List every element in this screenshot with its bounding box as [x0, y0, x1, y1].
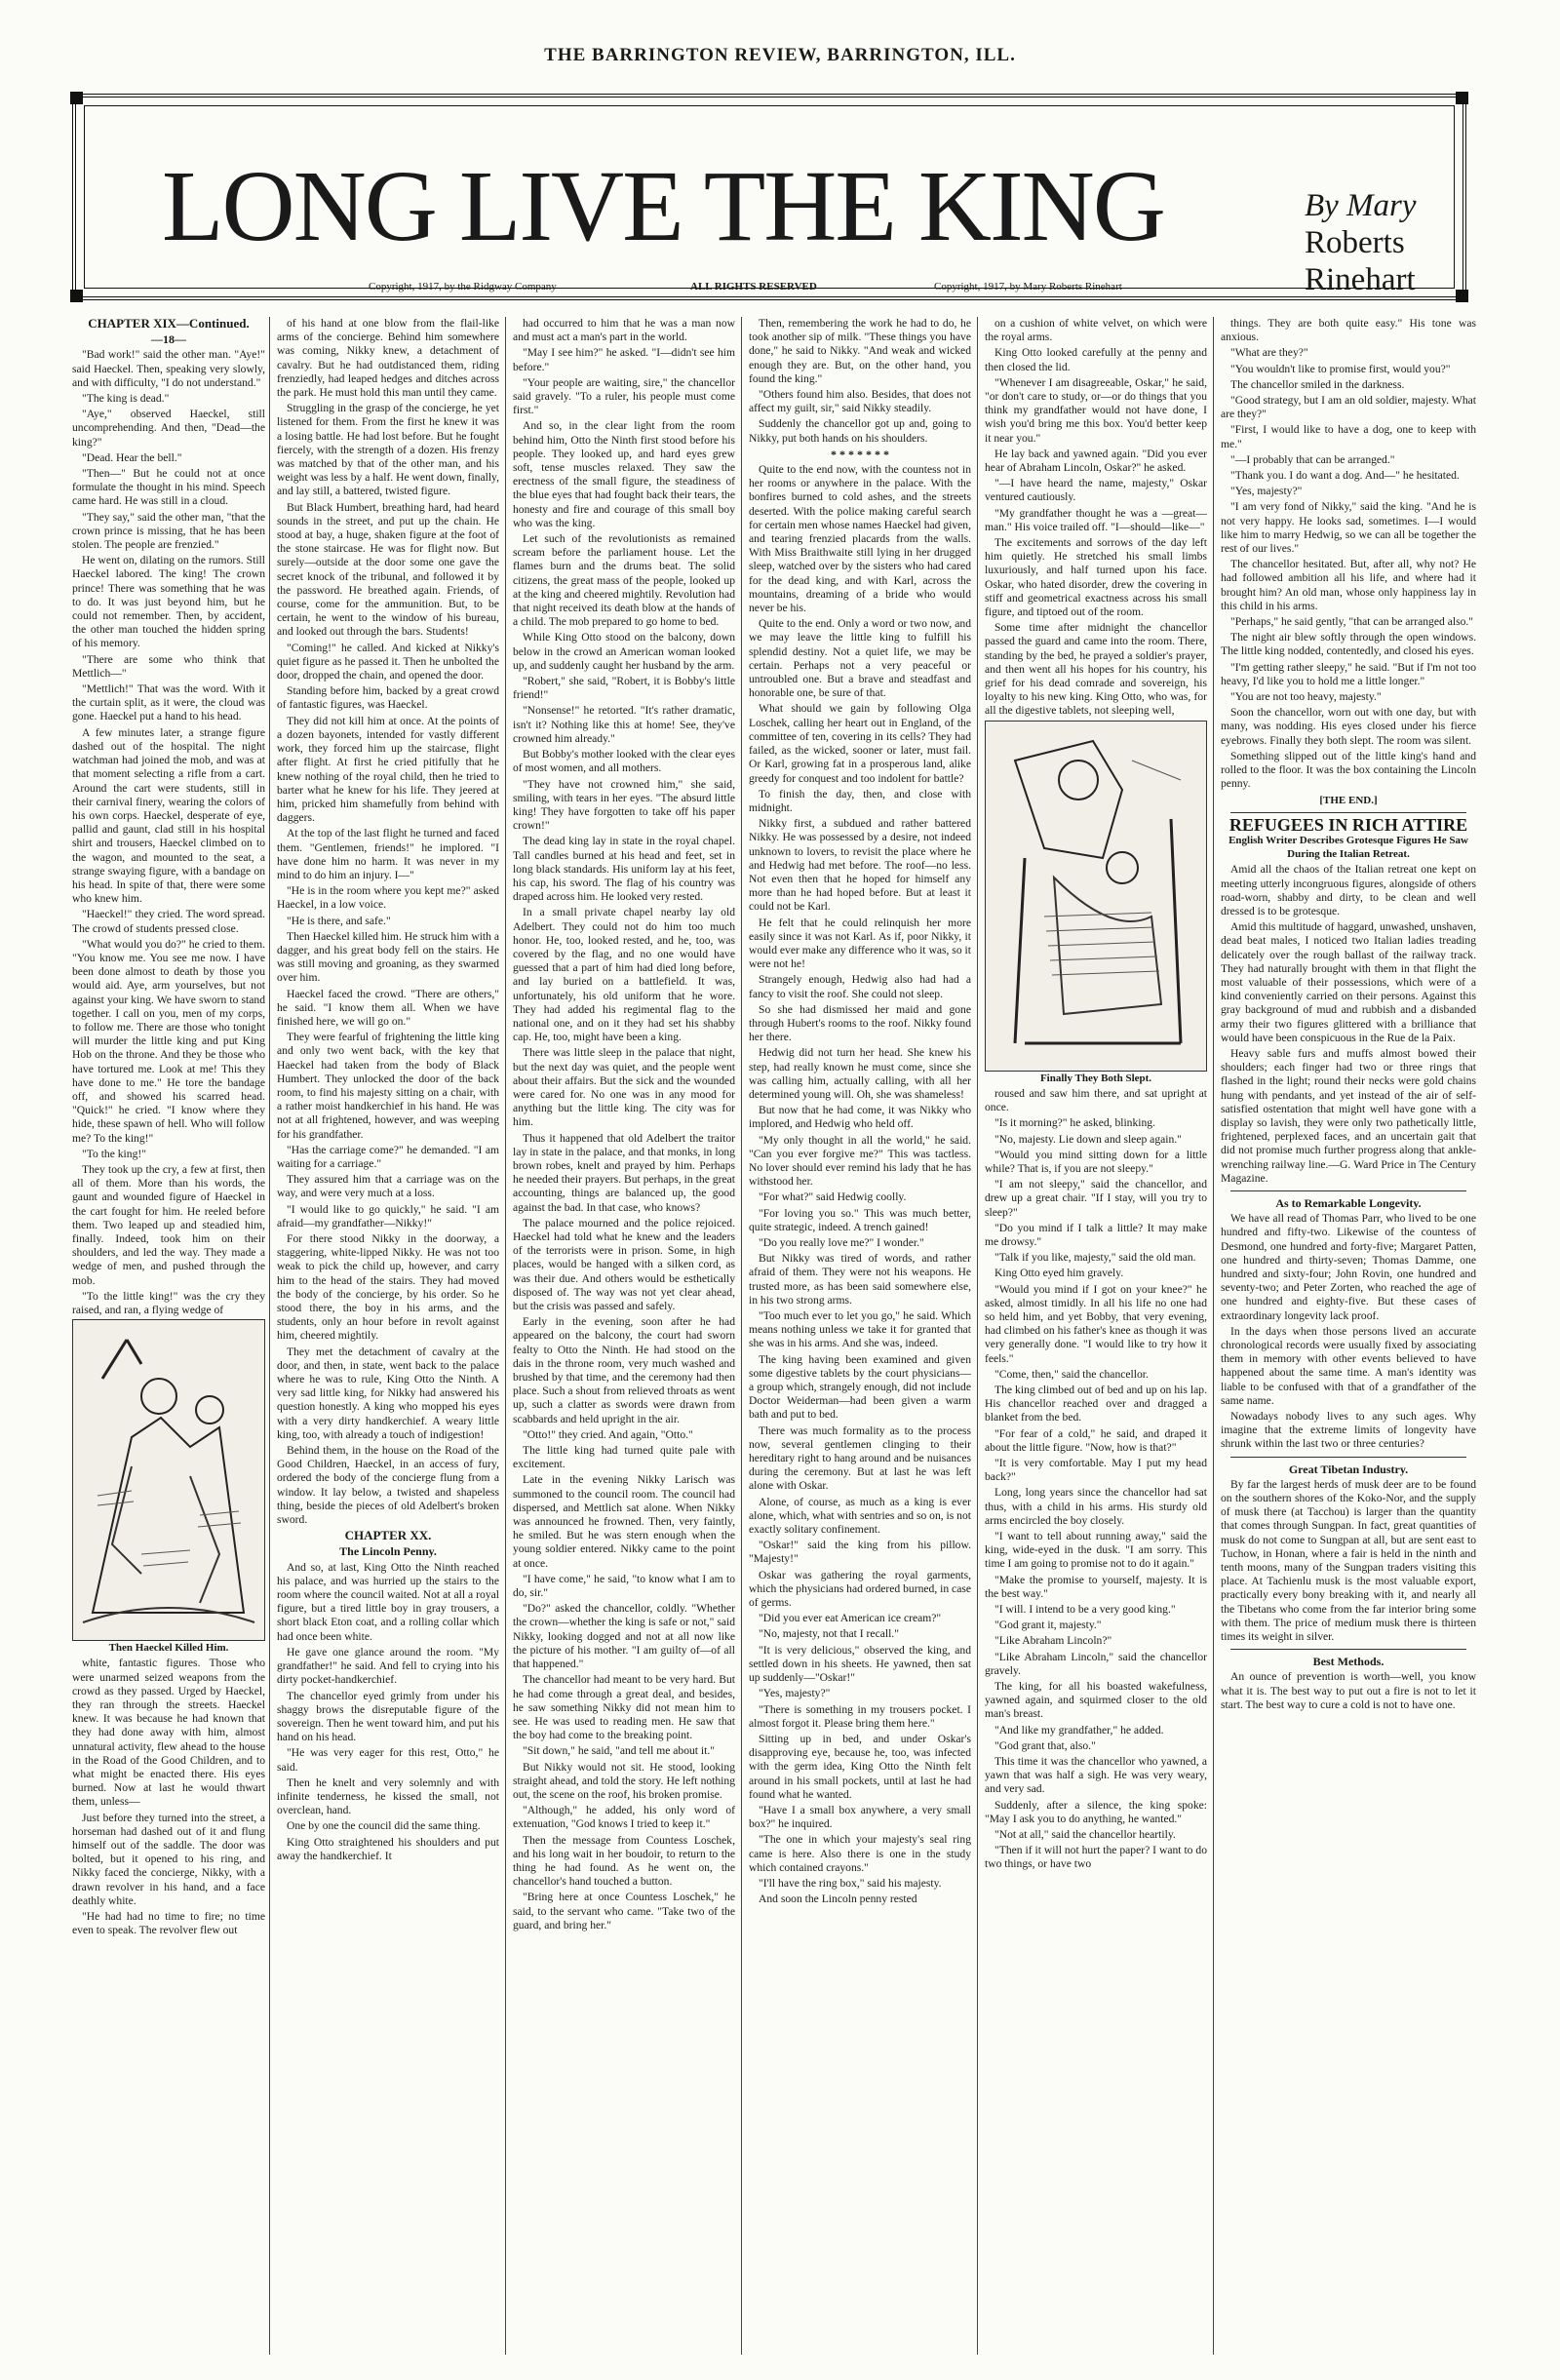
paragraph: Amid all the chaos of the Italian retreat one kept on meeting utterly incongruous figures, alongside of others road-worn, shabby and dirty, to be clean and well dressed is to be grotesque. — [1221, 863, 1476, 917]
paragraph: "I'm getting rather sleepy," he said. "But if I'm not too heavy, I'd like you to hold me a little longer." — [1221, 660, 1476, 687]
copyright-left: Copyright, 1917, by the Ridgway Company — [369, 281, 557, 293]
divider — [1230, 1190, 1466, 1191]
paragraph: Nikky first, a subdued and rather battered Nikky. He was possessed by a desire, not indeed unknown to lovers, to revisit the place where he and Hedwig had met before. The roof—no less. Not even then that he hoped for himself any more than he had hoped before. But at least it could not be Karl. — [749, 817, 971, 914]
banner-corner-ornament — [1456, 92, 1468, 104]
copyright-right: Copyright, 1917, by Mary Roberts Rinehart — [934, 281, 1122, 293]
column-5 — [985, 317, 1207, 2355]
paragraph: "The king is dead." — [82, 392, 170, 406]
paragraph: Sitting up in bed, and under Oskar's disapproving eye, because he, too, was infected with the germ idea, King Otto the Ninth felt around in his small pockets, until at last he had found what he wanted. — [749, 1732, 971, 1801]
story-banner — [72, 94, 1466, 300]
paragraph: They assured him that a carriage was on the way, and were very much at a loss. — [277, 1173, 499, 1200]
paragraph: At the top of the last flight he turned and faced them. "Gentlemen, friends!" he implored. "I have done him no harm. It was never in my mind to do him an injury. I—" — [277, 827, 499, 881]
paragraph: But Black Humbert, breathing hard, had heard sounds in the street, and put up the chain. He stood at bay, a huge, shaken figure at the foot of the stone staircase. He was for flight now. But surely—outside at the door some one gave the secret knock of the tribunal, and followed it by the password. He breathed again. Friends, of course, come for the ammunition. But, to be certain, he went to the window of his bureau, and looked out through the bars. Students! — [277, 500, 499, 639]
column-rule — [1213, 317, 1214, 2355]
paragraph: "Make the promise to yourself, majesty. It is the best way." — [985, 1573, 1207, 1600]
paragraph: King Otto looked carefully at the penny and then closed the lid. — [985, 346, 1207, 373]
paragraph: "No, majesty, not that I recall." — [759, 1627, 899, 1641]
paragraph: "They say," said the other man, "that the crown prince is missing, that he has been stolen. The people are frenzied." — [72, 510, 265, 552]
paragraph: had occurred to him that he was a man now and must act a man's part in the world. — [513, 317, 735, 344]
paragraph: Oskar was gathering the royal garments, which the physicians had ordered burned, in case of germs. — [749, 1568, 971, 1610]
paragraph: Behind them, in the house on the Road of the Good Children, Haeckel, in an access of fury, ordered the body of the concierge flung from a window. It lay below, a twisted and shapeless thing, beside the pieces of old Adelbert's broken sword. — [277, 1444, 499, 1527]
banner-corner-ornament — [70, 290, 83, 302]
paragraph: Nowadays nobody lives to any such ages. Why imagine that the extreme limits of longevity have shrunk within the last two or three centuries? — [1221, 1410, 1476, 1451]
paragraph: "To the little king!" was the cry they raised, and ran, a flying wedge of — [72, 1289, 265, 1317]
paragraph: "My grandfather thought he was a —great—man." His voice trailed off. "I—should—like—" — [985, 506, 1207, 533]
paragraph: Thus it happened that old Adelbert the traitor lay in state in the palace, and that monks, in long brown robes, knelt and prayed by him. Perhaps he needed their prayers. But perhaps, in the great accounting, things are balanced up, the good against the bad. In that case, who knows? — [513, 1131, 735, 1214]
paragraph: They met the detachment of cavalry at the door, and then, in state, went back to the palace where he was to rule, King Otto the Ninth. A very sad little king, for Nikky had answered his question honestly. A king who mopped his eyes with a very dirty handkerchief. A weary little king, too, with already a touch of indigestion! — [277, 1345, 499, 1441]
paragraph: There was little sleep in the palace that night, but the next day was quiet, and the people went about their affairs. But the sick and the wounded were cared for. No one was in any mood for anything but the little king. The city was for him. — [513, 1046, 735, 1129]
paragraph: Hedwig did not turn her head. She knew his step, had really known he must come, since she was calling him, actually calling, with all her determined young will. Oh, she was shameless! — [749, 1046, 971, 1101]
divider — [1230, 1457, 1466, 1458]
paragraph: "For what?" said Hedwig coolly. — [759, 1190, 907, 1204]
paragraph: "Oskar!" said the king from his pillow. "Majesty!" — [749, 1539, 971, 1566]
paragraph: He gave one glance around the room. "My grandfather!" he said. And fell to crying into his dirty pocket-handkerchief. — [277, 1645, 499, 1687]
paragraph: Struggling in the grasp of the concierge, he yet listened for them. From the first he knew it was a losing battle. He had lost before. But he fought fiercely, with the strength of a dozen. His frenzy was matched by that of the other man, and his weight was less by a half. He went down, finally, and lay still, a battered, twisted figure. — [277, 402, 499, 498]
paragraph: "Would you mind sitting down for a little while? That is, if you are not sleepy." — [985, 1148, 1207, 1175]
paragraph: "—I have heard the name, majesty," Oskar ventured cautiously. — [985, 477, 1207, 504]
paragraph: Quite to the end. Only a word or two now, and we may leave the little king to fulfill his splendid destiny. Not a quiet life, we may be certain. Perhaps not a very peaceful or untroubled one. But a brave and steadfast and honorable one, be sure of that. — [749, 617, 971, 700]
article-headline: REFUGEES IN RICH ATTIRE — [1228, 814, 1468, 835]
paragraph: Late in the evening Nikky Larisch was summoned to the council room. The council had dispersed, and Mettlich sat alone. When Nikky was announced he frowned. Then, very faintly, he smiled. But he was stern enough when the young soldier entered. Nikky came to the point at once. — [513, 1473, 735, 1570]
paragraph: "He had had no time to fire; no time even to speak. The revolver flew out — [72, 1910, 265, 1937]
paragraph: "Although," he added, his only word of extenuation, "God knows I tried to keep it." — [513, 1804, 735, 1831]
paragraph: There was much formality as to the process now, several gentlemen clinging to their hereditary right to hang around and be nuisances during the ceremony. But at last he was left alone with Oskar. — [749, 1424, 971, 1493]
paragraph: "Come, then," said the chancellor. — [994, 1367, 1149, 1381]
paragraph: Haeckel faced the crowd. "There are others," he said. "I know them all. When we have finished here, we will go on." — [277, 987, 499, 1028]
paragraph: He lay back and yawned again. "Did you ever hear of Abraham Lincoln, Oskar?" he asked. — [985, 447, 1207, 475]
paragraph: They did not kill him at once. At the points of a dozen bayonets, intended for vastly different work, they forced him up the staircase, flight after flight. At first he cried pitifully that he knew nothing of the royal child, then he tried to barter what he knew for his life. They jeered at him, pricked him shamefully from behind with daggers. — [277, 714, 499, 825]
paragraph: "He is there, and safe." — [287, 914, 391, 927]
paragraph: "Then—" But he could not at once formulate the thought in his mind. Speech came hard. He was still in a cloud. — [72, 467, 265, 508]
paragraph: By far the largest herds of musk deer are to be found on the southern shores of the Koko-Nor, and the supply of musk there (at Tacchou) is larger than the quantity that comes through Sungpan. In fact, great quantities of musk do not come to Sungpan at all, but are sent east to Tuchow, in Honan, where a fair is held in the ninth and tenth moons, many of the Sungpan traders visiting this place. At Tachienlu musk is the most valuable export, practically every bony breaking with it, and nearly all the Tibetans who come from the far interior bring some with them. The price of medium musk there is thirteen times its weight in silver. — [1221, 1477, 1476, 1644]
paragraph: "Not at all," said the chancellor heartily. — [994, 1828, 1176, 1842]
paragraph: "Yes, majesty?" — [759, 1687, 831, 1700]
paragraph: The king, for all his boasted wakefulness, yawned again, and squirmed closer to the old man's breast. — [985, 1680, 1207, 1721]
paragraph: Alone, of course, as much as a king is ever alone, which, what with sentries and so on, is not exactly solitary confinement. — [749, 1495, 971, 1537]
paragraph: "He was very eager for this rest, Otto," he said. — [277, 1746, 499, 1774]
paragraph: "There is something in my trousers pocket. I almost forgot it. Please bring them here." — [749, 1702, 971, 1730]
paragraph: Strangely enough, Hedwig also had had a fancy to visit the roof. She could not sleep. — [749, 973, 971, 1000]
paragraph: "He is in the room where you kept me?" asked Haeckel, in a low voice. — [277, 884, 499, 912]
paragraph: "Others found him also. Besides, that does not affect my guilt, sir," said Nikky steadily. — [749, 388, 971, 415]
column-rule — [741, 317, 742, 2355]
paragraph: "Like Abraham Lincoln?" — [994, 1634, 1112, 1648]
chapter-title: The Lincoln Penny. — [339, 1544, 437, 1559]
paragraph: The palace mourned and the police rejoiced. Haeckel had told what he knew and the leaders of the terrorists were in prison. Some, in high places, would be hanged with a silken cord, as was their due. And others would be esthetically disposed of. The way was not yet clear ahead, but the crisis was passed and safely. — [513, 1216, 735, 1313]
story-title: LONG LIVE THE KING — [162, 150, 1164, 262]
paragraph: "What would you do?" he cried to them. "You know me. You see me now. I have been done almost to death by those you would aid. Aye, arm yourselves, but not against your king. We have sworn to stand together. I call on you, men of my corps, to follow me. There are those who tonight will murder the little king and put King Hob on the throne. And they be those who have tortured me. Look at me! This they have done to me." He tore the bandage off, and showed his scarred head. "Quick!" he cried. "I know where they hide, these spawn of hell. Who will follow me? To the king!" — [72, 937, 265, 1145]
paragraph: Heavy sable furs and muffs almost bowed their shoulders; each finger had two or three rings that flashed in the light; round their necks were gold chains hung with pendants, and yet instead of the air of self-satisfied ostentation that might well have gone with a display so lavish, they were only two pathetically little, frightened, perplexed faces, and an uncertain gait that did not promise much further progress along that ankle-wrenching railway line.—G. Ward Price in The Century Magazine. — [1221, 1046, 1476, 1185]
paragraph: They were fearful of frightening the little king and only two went back, with the key that Haeckel had taken from the body of Black Humbert. They unlocked the door of the back room, to find his majesty sitting on a chair, with a rather moist handkerchief in his hand. He was not at all frightened, however, and was weeping for his grandfather. — [277, 1031, 499, 1141]
paragraph: And soon the Lincoln penny rested — [759, 1892, 917, 1906]
paragraph: He went on, dilating on the rumors. Still Haeckel labored. The king! The crown prince! There was something that he was to do. It was just beyond him, but he could not remember. Then, by accident, the other man touched the hidden spring of his memory. — [72, 554, 265, 650]
paragraph: King Otto straightened his shoulders and put away the handkerchief. It — [277, 1835, 499, 1862]
paragraph: "And like my grandfather," he added. — [994, 1723, 1164, 1736]
paragraph: "What are they?" — [1230, 346, 1308, 360]
paragraph: But Nikky was tired of words, and rather afraid of them. They were not his weapons. He trusted more, as has been said somewhere else, in his two strong arms. — [749, 1252, 971, 1307]
paragraph: "God grant it, majesty." — [994, 1619, 1102, 1632]
chapter-heading: CHAPTER XIX—Continued. — [88, 317, 250, 331]
paragraph: "Dead. Hear the bell." — [82, 450, 182, 464]
paragraph: Quite to the end now, with the countess not in her rooms or anywhere in the palace. With the bonfires burned to cold ashes, and the streets deserted. With the police making careful search for certain men whose names Haeckel had given, and tearing frenzied placards from the walls. With Miss Braithwaite still lying in her drugged sleep, watched over by the sisters who had cared for the dead king, and with Karl, across the mountains, dreaming of a bride who would never be his. — [749, 463, 971, 615]
paragraph: "Whenever I am disagreeable, Oskar," he said, "or don't care to study, or—or do things that you think my grandfather would not have done, I wish you'd bring me this box. You'd better keep it near you." — [985, 375, 1207, 445]
illustration-haeckel — [72, 1319, 265, 1641]
paragraph: A few minutes later, a strange figure dashed out of the hospital. The night watchman had joined the mob, and was at that moment selecting a rifle from a cart. Around the cart were students, still in their carnival finery, wearing the colors of his own corps. Haeckel, desperate of eye, pallid and gaunt, clad still in his hospital shirt and trousers, Haeckel climbed on to the wagon, and mounted to the seat, a strange swaying figure, with a bandage on his head. In spite of that, there were some who knew him. — [72, 725, 265, 906]
paragraph: "First, I would like to have a dog, one to keep with me." — [1221, 423, 1476, 450]
paragraph: "God grant that, also." — [994, 1738, 1096, 1752]
paragraph: "Otto!" they cried. And again, "Otto." — [523, 1427, 693, 1441]
paragraph: The chancellor eyed grimly from under his shaggy brows the disreputable figure of the sovereign. Then he went toward him, and put his hand on his head. — [277, 1689, 499, 1744]
paragraph: "Mettlich!" That was the word. With it the curtain split, as it were, the cloud was gone. Haeckel put a hand to his head. — [72, 683, 265, 723]
paragraph: "My only thought in all the world," he said. "Can you ever forgive me?" This was tactless. No lover should ever remind his lady that he has withstood her. — [749, 1133, 971, 1189]
column-1 — [72, 317, 265, 2355]
paragraph: Amid this multitude of haggard, unwashed, unshaven, dead beat males, I noticed two Italian ladies treading delicately over the rough ballast of the railway track. They had naturally brought with them in that flight the most valuable of their possessions, which were of a kind conveniently carried on their persons. Against this gray background of mud and rubbish and a disbanded army their two figures glittered with a brilliance that would have been conspicuous in the Rue de la Paix. — [1221, 920, 1476, 1044]
paragraph: To finish the day, then, and close with midnight. — [749, 787, 971, 814]
paragraph: "Your people are waiting, sire," the chancellor said gravely. "To a ruler, his people must come first." — [513, 375, 735, 417]
paragraph: But Nikky would not sit. He stood, looking straight ahead, and told the story. He left nothing out, the scene on the roof, his broken promise. — [513, 1760, 735, 1801]
paragraph: Suddenly the chancellor got up and, going to Nikky, put both hands on his shoulders. — [749, 417, 971, 445]
paragraph: "Perhaps," he said gently, "that can be arranged also." — [1230, 615, 1474, 629]
article-headline: Great Tibetan Industry. — [1288, 1462, 1409, 1476]
article-headline: Best Methods. — [1312, 1655, 1384, 1669]
paragraph: "Sit down," he said, "and tell me about it." — [523, 1744, 715, 1758]
paragraph: Something slipped out of the little king's hand and rolled to the floor. It was the box containing the Lincoln penny. — [1221, 749, 1476, 791]
column-rule — [505, 317, 506, 2355]
paragraph: "It is very comfortable. May I put my head back?" — [985, 1456, 1207, 1484]
paragraph: He felt that he could relinquish her more easily since it was not Karl. As if, poor Nikky, it would ever make any difference who it was, so it were not he! — [749, 916, 971, 971]
paragraph: "I will. I intend to be a very good king." — [994, 1603, 1176, 1616]
paragraph: Early in the evening, soon after he had appeared on the balcony, the court had sworn fealty to Otto the Ninth. He had stood on the dais in the throne room, very much washed and brushed by that time, and the ceremony had then place. Such a shout from relieved throats as went up, such a clatter as swords were drawn from scabbards and held upright in the air. — [513, 1315, 735, 1425]
paragraph: "Would you mind if I got on your knee?" he asked, almost timidly. In all his life no one had so held him, and yet Bobby, that very evening, had climbed on his father's knee as though it was very generally done. "I would like to try how it feels." — [985, 1282, 1207, 1365]
chapter-number: —18— — [151, 332, 186, 347]
article-columns — [70, 317, 1479, 2355]
paragraph: Suddenly, after a silence, the king spoke: "May I ask you to do anything, he wanted." — [985, 1798, 1207, 1825]
column-rule — [977, 317, 978, 2355]
paragraph: But Bobby's mother looked with the clear eyes of most women, and all mothers. — [513, 748, 735, 775]
byline-line-1: By Mary — [1305, 188, 1417, 223]
paragraph: In a small private chapel nearby lay old Adelbert. They could not do him too much honor. He, too, looked rested, and he, too, was covered by the flag, and no one would have guessed that a part of him had died long before, and lay buried on a battlefield. It was, unfortunately, his old uniform that he wore. They had added his regimental flag to the national one, and on it they had set his shabby cap. He, too, might have been a king. — [513, 906, 735, 1044]
paragraph: "Coming!" he called. And kicked at Nikky's quiet figure as he passed it. Then he unbolted the door, dropped the chain, and opened the door. — [277, 641, 499, 683]
paragraph: "Did you ever eat American ice cream?" — [759, 1612, 942, 1625]
paragraph: "Yes, majesty?" — [1230, 485, 1303, 498]
paragraph: "Like Abraham Lincoln," said the chancellor gravely. — [985, 1650, 1207, 1677]
rights-notice: ALL RIGHTS RESERVED — [690, 281, 817, 293]
paragraph: One by one the council did the same thing. — [287, 1819, 481, 1833]
paragraph: What should we gain by following Olga Loschek, calling her heart out in England, of the committee of ten, covering in its cells? They had failed, as the wicked, sooner or later, must fail. Or Karl, growing fat in a prosperous land, alike greedy for conquest and too indolent for battle? — [749, 702, 971, 785]
paragraph: "I'll have the ring box," said his majesty. — [759, 1876, 942, 1890]
paragraph: Then Haeckel killed him. He struck him with a dagger, and his great body fell on the stairs. He was still moving and groaning, as they swarmed over him. — [277, 929, 499, 985]
paragraph: "I want to tell about running away," said the king, wide-eyed in the dusk. "I am sorry. This time I am going to promise not to do it again." — [985, 1529, 1207, 1571]
paragraph: "Bad work!" said the other man. "Aye!" said Haeckel. Then, speaking very slowly, and with difficulty, "I do not understand." — [72, 348, 265, 389]
paragraph: They took up the cry, a few at first, then all of them. More than his words, the gaunt and wounded figure of Haeckel in the cart fought for him. He reeled before them. Two leaped up and steadied him, finally. Indeed, took him on their shoulders, and led the way. They made a wedge of men, and pushed through the mob. — [72, 1162, 265, 1287]
chapter-heading: CHAPTER XX. — [344, 1528, 432, 1543]
paragraph: of his hand at one blow from the flail-like arms of the concierge. Behind him somewhere was coming, Nikky knew, a detachment of cavalry. But he had outdistanced them, riding frenziedly, had leaped hedges and ditches across the park. He must hold this man until they came. — [277, 317, 499, 400]
paragraph: So she had dismissed her maid and gone through Hubert's rooms to the roof. Nikky found her there. — [749, 1002, 971, 1044]
paragraph: "Is it morning?" he asked, blinking. — [994, 1116, 1155, 1130]
paragraph: "Good strategy, but I am an old soldier, majesty. What are they?" — [1221, 394, 1476, 421]
paragraph: "Robert," she said, "Robert, it is Bobby's little friend!" — [513, 675, 735, 702]
paragraph: In the days when those persons lived an accurate chronological records were usually fixed by associating them in memory with other events believed to have happened about the same time. A man's identity was liable to be confused with that of a grandfather of the same name. — [1221, 1324, 1476, 1407]
paragraph: "Too much ever to let you go," he said. Which means nothing unless we take it for granted that she was in his arms. And she was, indeed. — [749, 1309, 971, 1350]
paragraph: Standing before him, backed by a great crowd of fantastic figures, was Haeckel. — [277, 684, 499, 712]
paragraph: The king climbed out of bed and up on his lap. His chancellor reached over and dragged a blanket from the bed. — [985, 1383, 1207, 1424]
paragraph: Some time after midnight the chancellor passed the guard and came into the room. There, standing by the bed, he prayed a soldier's prayer, and then went all his hopes for his country, his grief for his dead comrade and sovereign, his loyalty to his new king. King Otto, who was, for all the digestive tablets, not sleeping well, — [985, 621, 1207, 718]
paragraph: "Aye," observed Haeckel, still uncomprehending. And then, "Dead—the king?" — [72, 408, 265, 449]
story-end-marker: [THE END.] — [1319, 794, 1378, 806]
author-byline — [1305, 187, 1462, 298]
paragraph: "No, majesty. Lie down and sleep again." — [994, 1132, 1182, 1146]
paragraph: "The one in which your majesty's seal ring came is here. Also there is one in the study which contained crayons." — [749, 1833, 971, 1874]
paragraph: things. They are both quite easy." His tone was anxious. — [1221, 317, 1476, 344]
paragraph: The little king had turned quite pale with excitement. — [513, 1444, 735, 1471]
paragraph: "Nonsense!" he retorted. "It's rather dramatic, isn't it? Nothing like this at home! See, they've crowned him already." — [513, 704, 735, 745]
illustration-caption: Then Haeckel Killed Him. — [108, 1642, 229, 1655]
engraving-figures-icon — [73, 1320, 264, 1640]
article-subheadline: English Writer Describes Grotesque Figures He Saw During the Italian Retreat. — [1228, 834, 1468, 861]
paragraph: "Then if it will not hurt the paper? I want to do two things, or have two — [985, 1844, 1207, 1871]
paragraph: "For loving you so." This was much better, quite strategic, indeed. A trench gained! — [749, 1206, 971, 1233]
paragraph: "They have not crowned him," she said, smiling, with tears in her eyes. "The absurd little king! They have forgotten to take off his paper crown!" — [513, 777, 735, 833]
byline-line-2: Roberts Rinehart — [1305, 225, 1416, 297]
paragraph: "Haeckel!" they cried. The word spread. The crowd of students pressed close. — [72, 908, 265, 935]
paragraph: The chancellor hesitated. But, after all, why not? He had followed ambition all his life, and where had it brought him? An old man, whose only happiness lay in this child in his arms. — [1221, 558, 1476, 612]
paragraph: Then he knelt and very solemnly and with infinite tenderness, he kissed the small, not overclean, hand. — [277, 1775, 499, 1817]
banner-corner-ornament — [70, 92, 83, 104]
paragraph: And so, in the clear light from the room behind him, Otto the Ninth first stood before his people. They looked up, and hard eyes grew soft, tense muscles relaxed. They saw the erectness of the small figure, the steadiness of the blue eyes that had fought back their tears, the honesty and fire and courage of this small boy who was the king. — [513, 419, 735, 529]
article-headline: As to Remarkable Longevity. — [1275, 1195, 1422, 1210]
paragraph: The dead king lay in state in the royal chapel. Tall candles burned at his head and feet, set in long black standards. His uniform lay at his feet, his cap, his sword. The flag of his country was draped across him. He looked very rested. — [513, 835, 735, 904]
paragraph: Let such of the revolutionists as remained scream before the parliament house. Let the flames burn and the drums beat. The solid citizens, the great mass of the people, looked up at the king and cheered mightily. Revolution had that night received its death blow at the hands of a child. The mob prepared to go home to bed. — [513, 532, 735, 629]
paragraph: "Has the carriage come?" he demanded. "I am waiting for a carriage." — [277, 1143, 499, 1170]
engraving-sleeping-figures-icon — [986, 722, 1206, 1071]
paragraph: "I am not sleepy," said the chancellor, and drew up a great chair. "If I stay, will you try to sleep?" — [985, 1178, 1207, 1219]
paragraph: The night air blew softly through the open windows. The little king nodded, contentedly, and closed his eyes. — [1221, 631, 1476, 658]
column-2 — [277, 317, 499, 2355]
paragraph: "Talk if you like, majesty," said the old man. — [994, 1251, 1196, 1265]
paragraph: "May I see him?" he asked. "I—didn't see him before." — [513, 346, 735, 373]
paragraph: "Thank you. I do want a dog. And—" he hesitated. — [1230, 469, 1460, 483]
paragraph: "For fear of a cold," he said, and draped it about the little figure. "Now, how is that?" — [985, 1426, 1207, 1454]
paragraph: "Do you mind if I talk a little? It may make me drowsy." — [985, 1221, 1207, 1248]
running-head: THE BARRINGTON REVIEW, BARRINGTON, ILL. — [544, 45, 1016, 65]
column-6 — [1221, 317, 1476, 2355]
paragraph: "To the king!" — [82, 1147, 146, 1160]
paragraph: Soon the chancellor, worn out with one day, but with many, was nodding. His eyes closed under his fierce eyebrows. Finally they both slept. The room was silent. — [1221, 706, 1476, 747]
paragraph: Then, remembering the work he had to do, he took another sip of milk. "These things you have done," he said to Nikky. "And weak and wicked enough they are. But, on the other hand, you found the king." — [749, 317, 971, 385]
paragraph: The chancellor smiled in the darkness. — [1230, 377, 1405, 391]
paragraph: "I would like to go quickly," he said. "I am afraid—my grandfather—Nikky!" — [277, 1202, 499, 1229]
paragraph: Just before they turned into the street, a horseman had dashed out of it and flung himself out of the saddle. The door was bolted, but it opened to his ring, and Nikky faced the concierge, Nikky, with a drawn revolver in his hand, and a face deathly white. — [72, 1811, 265, 1907]
paragraph: "It is very delicious," observed the king, and settled down in his sheets. He yawned, then sat up suddenly—"Oskar!" — [749, 1643, 971, 1685]
paragraph: "Do?" asked the chancellor, coldly. "Whether the crown—whether the king is safe or not," said Nikky, looking dogged and not at all now like the picture of his mother. "I am guilty of—of all that happened." — [513, 1602, 735, 1671]
paragraph: white, fantastic figures. Those who were unarmed seized weapons from the crowd as they passed. Urged by Haeckel, they ran through the streets. Haeckel knew. It was because he had known that they had done away with him, almost unnatural activity, flew ahead to the house in the Road of the Good Children, and to what might be enacted there. His eyes burned. Now at last he would thwart them, unless— — [72, 1657, 265, 1809]
column-rule — [269, 317, 270, 2355]
illustration-caption: Finally They Both Slept. — [1039, 1072, 1152, 1084]
paragraph: And so, at last, King Otto the Ninth reached his palace, and was hurried up the stairs to the room where the council waited. Not at all a royal figure, but a tired little boy in gray trousers, a short black Eton coat, and a rolling collar which had once been white. — [277, 1560, 499, 1643]
column-3 — [513, 317, 735, 2355]
paragraph: The excitements and sorrows of the day left him quietly. He stretched his small limbs luxuriously, and half turned upon his face. Oskar, who hated disorder, drew the covering in stiff and geometrical exactness across his small figure, and tiptoed out of the room. — [985, 536, 1207, 619]
paragraph: We have all read of Thomas Parr, who lived to be one hundred and fifty-two. Likewise of the countess of Desmond, one hundred and forty-five; Margaret Patten, one hundred and thirty-seven; Thomas Damme, one hundred and sixty-four; John Rovin, one hundred and seventy-two; and Peter Zorten, who reached the age of one hundred and eighty-five. But these cases of extraordinary longevity lack proof. — [1221, 1212, 1476, 1322]
paragraph: "There are some who think that Mettlich—" — [72, 652, 265, 680]
paragraph: For there stood Nikky in the doorway, a staggering, white-lipped Nikky. He was not too weak to pick the child up, however, and carry him to the head of the stairs. They had moved the body of the concierge, by his order. So he stood there, the boy in his arms, and the students, only an hour before in revolt against him, cheered mightily. — [277, 1232, 499, 1343]
paragraph: Long, long years since the chancellor had sat thus, with a child in his arms. His sturdy old arms encircled the boy closely. — [985, 1486, 1207, 1527]
divider — [1230, 1649, 1466, 1650]
paragraph: An ounce of prevention is worth—well, you know what it is. The best way to put out a fire is not to let it start. The best way to cure a cold is not to have one. — [1221, 1670, 1476, 1711]
paragraph: "Do you really love me?" I wonder." — [759, 1236, 924, 1249]
illustration-sleeping — [985, 721, 1207, 1072]
paragraph: "I have come," he said, "to know what I am to do, sir." — [513, 1572, 735, 1600]
paragraph: King Otto eyed him gravely. — [994, 1267, 1124, 1280]
paragraph: on a cushion of white velvet, on which were the royal arms. — [985, 317, 1207, 344]
paragraph: roused and saw him there, and sat upright at once. — [985, 1086, 1207, 1114]
column-4 — [749, 317, 971, 2355]
paragraph: This time it was the chancellor who yawned, a yawn that was half a sigh. He was very weary, and very sad. — [985, 1755, 1207, 1796]
section-break-dots: * * * * * * * — [831, 447, 889, 461]
paragraph: "I am very fond of Nikky," said the king. "And he is not very happy. He looks sad, sometimes. I—I would like him to marry Hedwig, so we can all be together the rest of our lives." — [1221, 500, 1476, 556]
paragraph: "Bring here at once Countess Loschek," he said, to the servant who came. "Take two of the guard, and bring her." — [513, 1891, 735, 1931]
paragraph: While King Otto stood on the balcony, down below in the crowd an American woman looked up, and suddenly caught her husband by the arm. — [513, 631, 735, 672]
paragraph: The king having been examined and given some digestive tablets by the court physicians—a group which, strangely enough, did not include Doctor Weiderman—had been given a warm bath and put to bed. — [749, 1352, 971, 1422]
paragraph: "—I probably that can be arranged." — [1230, 452, 1395, 466]
paragraph: The chancellor had meant to be very hard. But he had come through a great deal, and besides, he saw something Nikky did not mean him to see. He was used to reading men. He saw that the boy had come to the breaking point. — [513, 1673, 735, 1742]
paragraph: "Have I a small box anywhere, a very small box?" he inquired. — [749, 1803, 971, 1831]
divider — [1230, 812, 1466, 813]
paragraph: "You wouldn't like to promise first, would you?" — [1230, 362, 1451, 375]
paragraph: Then the message from Countess Loschek, and his long wait in her boudoir, to return to the thing he had found. As he went on, the chancellor's hand touched a button. — [513, 1833, 735, 1889]
paragraph: "You are not too heavy, majesty." — [1230, 690, 1382, 704]
paragraph: But now that he had come, it was Nikky who implored, and Hedwig who held off. — [749, 1104, 971, 1131]
